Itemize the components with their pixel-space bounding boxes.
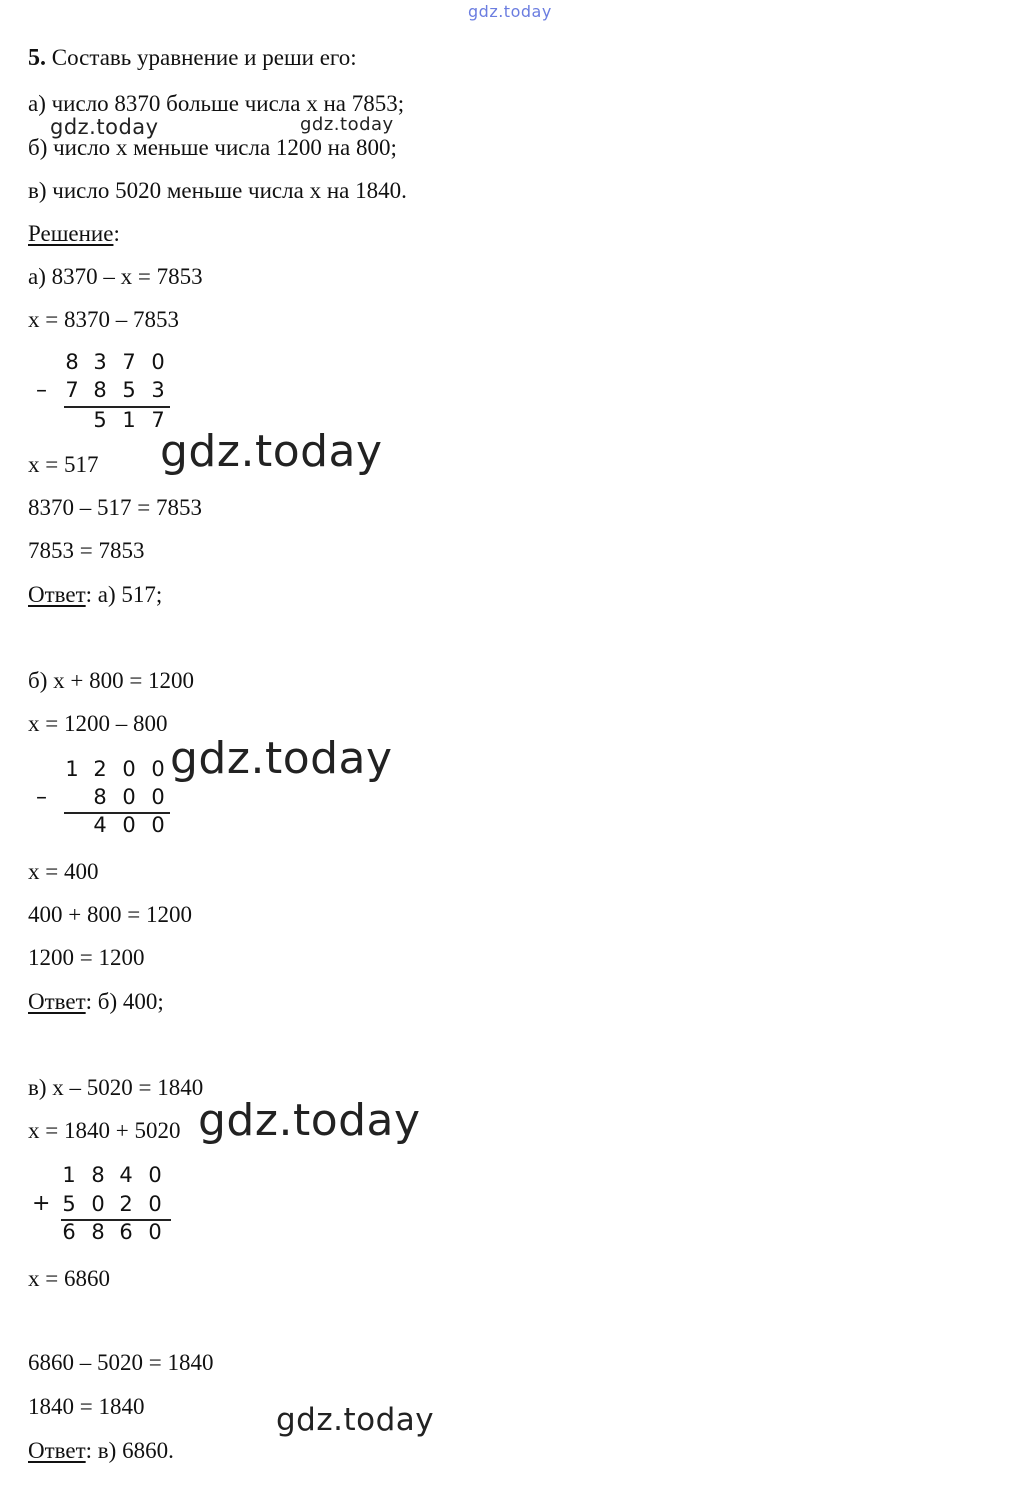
watermark-top: gdz.today — [468, 2, 552, 21]
task-title: Составь уравнение и реши его: — [51, 45, 357, 70]
digit: 0 — [148, 1220, 162, 1244]
answer-value: : в) 6860. — [85, 1438, 174, 1463]
result-b: x = 400 — [28, 859, 99, 884]
digit: 1 — [62, 1163, 76, 1187]
digit: 8 — [93, 378, 107, 402]
equation-c: в) x – 5020 = 1840 — [28, 1075, 204, 1100]
digit: 6 — [119, 1220, 133, 1244]
result-a: x = 517 — [28, 452, 99, 477]
answer-label: Ответ — [28, 1438, 86, 1463]
check-a-2: 7853 = 7853 — [28, 538, 145, 563]
digit: 7 — [122, 350, 136, 374]
digit: 1 — [122, 408, 136, 432]
digit: 0 — [122, 757, 136, 781]
digit: 0 — [151, 813, 165, 837]
digit: 5 — [62, 1192, 76, 1216]
minus-sign: – — [36, 378, 47, 403]
minus-sign: – — [36, 785, 47, 810]
digit: 8 — [91, 1220, 105, 1244]
digit: 5 — [122, 378, 136, 402]
digit: 0 — [151, 350, 165, 374]
digit: 8 — [93, 785, 107, 809]
digit: 4 — [119, 1163, 133, 1187]
digit: 7 — [151, 408, 165, 432]
digit: 2 — [119, 1192, 133, 1216]
check-c-2: 1840 = 1840 — [28, 1394, 145, 1419]
answer-value: : а) 517; — [85, 582, 163, 607]
step-a: x = 8370 – 7853 — [28, 307, 179, 332]
digit: 0 — [151, 785, 165, 809]
column-subtraction-b — [28, 757, 178, 847]
digit: 0 — [122, 785, 136, 809]
watermark: gdz.today — [198, 1095, 421, 1146]
watermark: gdz.today — [170, 733, 393, 784]
check-c-1: 6860 – 5020 = 1840 — [28, 1350, 214, 1375]
answer-b — [28, 988, 164, 1016]
watermark: gdz.today — [160, 426, 383, 477]
digit: 4 — [93, 813, 107, 837]
result-c: x = 6860 — [28, 1266, 110, 1291]
digit: 0 — [91, 1192, 105, 1216]
equation-b: б) x + 800 = 1200 — [28, 668, 195, 693]
answer-value: : б) 400; — [85, 989, 164, 1014]
solution-heading: Решение — [28, 221, 114, 246]
step-c: x = 1840 + 5020 — [28, 1118, 181, 1143]
digit: 0 — [122, 813, 136, 837]
answer-a — [28, 581, 162, 609]
column-addition-c — [28, 1163, 178, 1253]
digit: 5 — [93, 408, 107, 432]
answer-c — [28, 1437, 174, 1465]
step-b: x = 1200 – 800 — [28, 711, 168, 736]
digit: 2 — [93, 757, 107, 781]
answer-label: Ответ — [28, 582, 86, 607]
watermark: gdz.today — [276, 1402, 435, 1438]
plus-sign: + — [32, 1191, 51, 1216]
digit: 3 — [151, 378, 165, 402]
digit: 6 — [62, 1220, 76, 1244]
check-b-1: 400 + 800 = 1200 — [28, 902, 192, 927]
column-subtraction-a — [28, 350, 178, 440]
answer-label: Ответ — [28, 989, 86, 1014]
equation-a: а) 8370 – x = 7853 — [28, 264, 203, 289]
digit: 0 — [148, 1192, 162, 1216]
check-a-1: 8370 – 517 = 7853 — [28, 495, 202, 520]
digit: 1 — [65, 757, 79, 781]
watermark: gdz.today — [50, 115, 159, 139]
digit: 7 — [65, 378, 79, 402]
digit: 3 — [93, 350, 107, 374]
digit: 0 — [151, 757, 165, 781]
digit: 8 — [65, 350, 79, 374]
task-item-a: а) число 8370 больше числа x на 7853; — [28, 91, 405, 116]
solution-colon: : — [113, 221, 120, 246]
check-b-2: 1200 = 1200 — [28, 945, 145, 970]
digit: 8 — [91, 1163, 105, 1187]
task-number: 5. — [28, 45, 46, 71]
digit: 0 — [148, 1163, 162, 1187]
task-heading — [28, 44, 357, 72]
task-item-b: б) число x меньше числа 1200 на 800; — [28, 135, 397, 160]
watermark: gdz.today — [300, 114, 394, 135]
solution-label — [28, 220, 120, 248]
task-item-c: в) число 5020 меньше числа x на 1840. — [28, 178, 407, 203]
